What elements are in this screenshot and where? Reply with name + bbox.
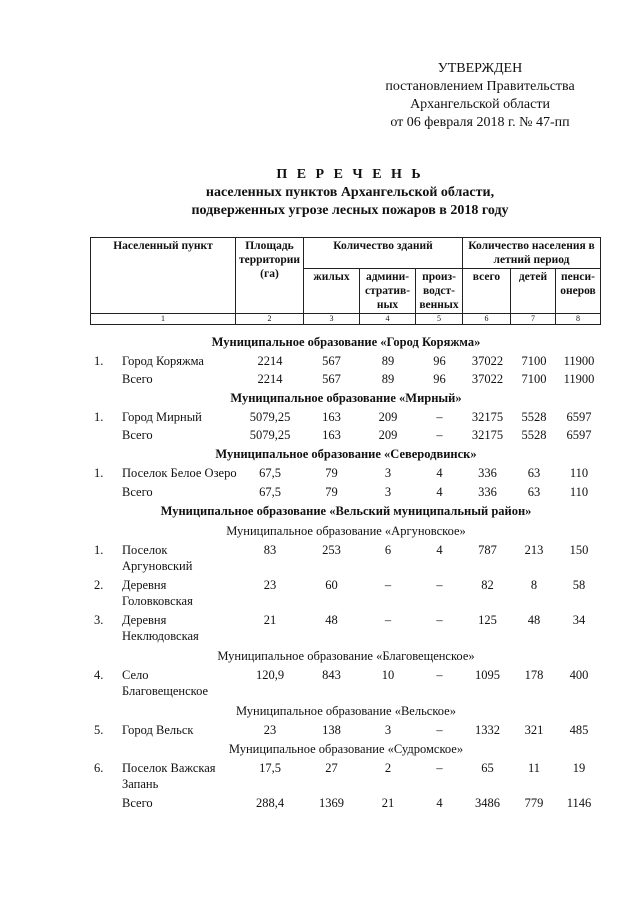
cell-residential: 48 [325,613,338,627]
cell-industrial: 4 [436,485,443,499]
section-heading: Муниципальное образование «Город Коряжма» [211,335,481,349]
approval-line-2: постановлением Правительства [385,79,575,94]
cell-population-total: 1095 [475,668,500,682]
cell-children: 8 [530,578,538,592]
settlement-name: Город Мирный [122,410,202,424]
settlement-name: Деревня Неклюдовская [122,613,199,643]
title-heading: П Е Р Е Ч Е Н Ь [276,167,424,182]
approval-line-3: Архангельской области [410,97,550,112]
cell-population-total: 336 [478,466,497,480]
header-buildings: Количество зданий [304,238,463,269]
cell-children: 7100 [521,354,547,368]
cell-industrial: – [436,668,443,682]
cell-children: 178 [524,668,544,682]
cell-population-total: 32175 [471,410,504,424]
cell-children: 5528 [521,428,547,442]
settlement-name: Всего [122,428,153,442]
col-number: 5 [416,314,463,325]
header-population: Количество населения в летний период [463,238,601,269]
cell-population-total: 1332 [475,723,500,737]
header-industrial: произ-водст-венных [416,269,463,314]
col-number: 6 [463,314,511,325]
row-number: 5. [94,723,104,737]
subsection-heading-row [90,646,602,666]
cell-children: 48 [527,613,541,627]
approval-line-1: УТВЕРЖДЕН [437,61,523,76]
cell-area: 67,5 [259,466,281,480]
cell-population-total: 787 [478,543,497,557]
cell-population-total: 125 [478,613,497,627]
cell-admin: 3 [384,723,392,737]
subsection-heading: Муниципальное образование «Судромское» [228,742,464,756]
subsection-heading: Муниципальное образование «Аргуновское» [226,524,466,538]
table-row [90,352,602,370]
col-number: 1 [91,314,236,325]
cell-admin: 3 [384,485,392,499]
cell-residential: 79 [325,485,338,499]
cell-industrial: 4 [436,466,443,480]
table-row [90,759,602,794]
subsection-heading: Муниципальное образование «Вельское» [236,704,456,718]
subsection-heading-row [90,521,602,541]
cell-residential: 567 [322,354,341,368]
row-number [90,794,120,812]
cell-pensioners: 11900 [563,354,595,368]
settlement-name: Всего [122,796,153,810]
settlements-table [90,332,602,812]
cell-area: 23 [263,578,277,592]
cell-pensioners: 6597 [566,410,592,424]
row-number [90,426,120,444]
cell-residential: 1369 [319,796,344,810]
cell-area: 5079,25 [249,410,291,424]
cell-admin: 89 [381,354,395,368]
col-number: 8 [556,314,601,325]
column-number-row [91,314,601,325]
cell-industrial: – [436,761,443,775]
cell-children: 5528 [521,410,547,424]
cell-industrial: 4 [436,543,443,557]
cell-children: 213 [524,543,544,557]
settlement-name: Поселок Аргуновский [122,543,193,573]
table-row [90,794,602,812]
cell-residential: 79 [325,466,338,480]
section-heading-row [90,444,602,464]
row-number [90,370,120,388]
row-number: 1. [94,543,104,557]
cell-industrial: – [436,410,443,424]
cell-area: 67,5 [259,485,281,499]
cell-children: 63 [527,485,541,499]
cell-pensioners: 110 [569,485,589,499]
cell-residential: 163 [322,410,341,424]
table-row [90,408,602,426]
document-title [90,166,610,220]
row-number: 1. [94,354,104,368]
cell-pensioners: 150 [569,543,589,557]
cell-admin: 2 [384,761,392,775]
section-heading-row [90,388,602,408]
header-total: всего [463,269,511,314]
row-number [90,483,120,501]
cell-industrial: – [436,428,443,442]
cell-pensioners: 11900 [563,372,595,386]
row-number: 1. [94,410,104,424]
approval-line-4: от 06 февраля 2018 г. № 47-пп [390,115,570,130]
cell-admin: 89 [381,372,395,386]
header-admin: админи-стратив-ных [360,269,416,314]
row-number: 2. [94,578,104,592]
row-number: 6. [94,761,104,775]
cell-area: 2214 [257,354,283,368]
cell-admin: 3 [384,466,392,480]
title-line-1: населенных пунктов Архангельской области, [205,185,495,200]
cell-area: 17,5 [259,761,281,775]
header-settlement: Населенный пункт [91,238,236,314]
cell-pensioners: 34 [572,613,586,627]
col-number: 2 [236,314,304,325]
cell-pensioners: 400 [569,668,589,682]
cell-industrial: – [436,613,443,627]
cell-area: 2214 [257,372,283,386]
cell-pensioners: 58 [572,578,586,592]
settlement-name: Город Вельск [122,723,194,737]
table-row [90,464,602,483]
section-heading: Муниципальное образование «Мирный» [230,391,462,405]
cell-pensioners: 110 [569,466,589,480]
row-number: 4. [94,668,104,682]
cell-population-total: 82 [481,578,494,592]
cell-residential: 60 [325,578,338,592]
cell-residential: 138 [322,723,341,737]
row-number: 3. [94,613,104,627]
cell-industrial: 96 [433,372,446,386]
cell-admin: 21 [381,796,395,810]
cell-population-total: 37022 [471,372,504,386]
table-row [90,370,602,388]
cell-admin: 209 [378,410,398,424]
cell-area: 21 [263,613,277,627]
cell-residential: 843 [322,668,341,682]
settlement-name: Деревня Головковская [122,578,193,608]
cell-admin: – [384,578,392,592]
subsection-heading-row [90,701,602,721]
col-number: 4 [360,314,416,325]
table-row [90,483,602,501]
header-pensioners: пенси-онеров [556,269,601,314]
section-heading-row [90,332,602,352]
cell-population-total: 65 [481,761,494,775]
table-row [90,611,602,646]
table-row [90,426,602,444]
cell-population-total: 32175 [471,428,504,442]
cell-residential: 567 [322,372,341,386]
cell-population-total: 3486 [475,796,500,810]
settlement-name: Всего [122,372,153,386]
cell-industrial: 4 [436,796,443,810]
section-heading: Муниципальное образование «Северодвинск» [215,447,477,461]
settlement-name: Поселок Важская Запань [122,761,216,791]
cell-area: 288,4 [255,796,285,810]
cell-admin: 6 [384,543,392,557]
cell-admin: 209 [378,428,398,442]
cell-population-total: 37022 [471,354,504,368]
approval-stamp [370,60,590,132]
col-number: 3 [304,314,360,325]
cell-industrial: – [436,723,443,737]
section-heading: Муниципальное образование «Вельский муниципальный район» [160,504,532,518]
cell-children: 11 [527,761,541,775]
cell-area: 83 [263,543,277,557]
table-row [90,541,602,576]
cell-children: 7100 [521,372,547,386]
settlement-name: Всего [122,485,153,499]
cell-pensioners: 19 [572,761,586,775]
cell-children: 63 [527,466,541,480]
cell-area: 120,9 [255,668,285,682]
col-number: 7 [511,314,556,325]
subsection-heading: Муниципальное образование «Благовещенское» [217,649,475,663]
cell-area: 23 [263,723,277,737]
table-row [90,576,602,611]
cell-children: 779 [524,796,544,810]
cell-industrial: 96 [433,354,446,368]
header-area: Площадь территории (га) [236,238,304,314]
settlement-name: Село Благовещенское [122,668,209,698]
cell-residential: 163 [322,428,341,442]
cell-population-total: 336 [478,485,497,499]
header-residential: жилых [304,269,360,314]
cell-residential: 27 [325,761,338,775]
cell-children: 321 [524,723,544,737]
section-heading-row [90,501,602,521]
table-row [90,721,602,739]
cell-industrial: – [436,578,443,592]
title-line-2: подверженных угрозе лесных пожаров в 2018 году [191,203,509,218]
header-children: детей [511,269,556,314]
cell-admin: – [384,613,392,627]
subsection-heading-row [90,739,602,759]
cell-residential: 253 [322,543,341,557]
cell-pensioners: 485 [569,723,589,737]
settlement-name: Город Коряжма [122,354,204,368]
cell-admin: 10 [381,668,395,682]
table-row [90,666,602,701]
table-header [90,237,601,325]
cell-pensioners: 6597 [566,428,592,442]
settlement-name: Поселок Белое Озеро [122,466,237,480]
cell-area: 5079,25 [249,428,291,442]
cell-pensioners: 1146 [566,796,592,810]
row-number: 1. [94,466,104,480]
